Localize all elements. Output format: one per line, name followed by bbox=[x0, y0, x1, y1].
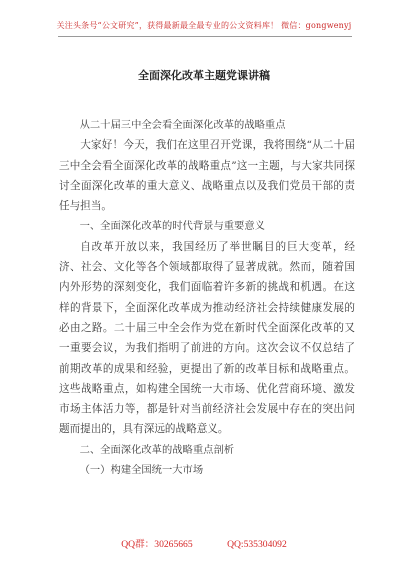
section-heading-2: 二、全面深化改革的战略重点剖析 bbox=[79, 443, 235, 456]
paragraph-intro: 大家好！今天，我们在这里召开党课，我将围绕“从二十届三中全会看全面深化改革的战略重点”这一主题，与大家共同探讨全面深化改革的重大意义、战略重点以及我们党员干部的责任与担当。 bbox=[59, 139, 355, 213]
footer-qq-group: QQ群：30265665 bbox=[121, 539, 193, 550]
document-body bbox=[59, 115, 355, 480]
header-divider bbox=[58, 36, 352, 37]
section-heading-1: 一、全面深化改革的时代背景与重要意义 bbox=[79, 220, 265, 233]
header-banner: 关注头条号“公文研究”，获得最新最全最专业的公文资料库！ 微信：gongwenyj bbox=[56, 21, 352, 30]
document-title: 全面深化改革主题党课讲稿 bbox=[138, 69, 270, 82]
paragraph-background: 自改革开放以来，我国经历了举世瞩目的巨大变革，经济、社会、文化等各个领域都取得了显著成就。然而，随着国内外形势的深刻变化，我们面临着许多新的挑战和机遇。在这样的背景下，全面深化改革成为推动经济社会持续健康发展的必由之路。二十届三中全会作为党在新时代全面深化改革的又一重要会议，为我们指明了前进的方向。这次会议不仅总结了前期改革的成果和经验，更提出了新的改革目标和战略重点。这些战略重点，如构建全国统一大市场、优化营商环境、激发市场主体活力等，都是针对当前经济社会发展中存在的突出问题而提出的，具有深远的战略意义。 bbox=[59, 240, 355, 436]
footer-contacts bbox=[0, 536, 408, 550]
subsection-heading-1: （一）构建全国统一大市场 bbox=[79, 464, 204, 477]
footer-qq-number: QQ:535304092 bbox=[227, 539, 287, 550]
paragraph-subtitle: 从二十届三中全会看全面深化改革的战略重点 bbox=[79, 119, 286, 131]
